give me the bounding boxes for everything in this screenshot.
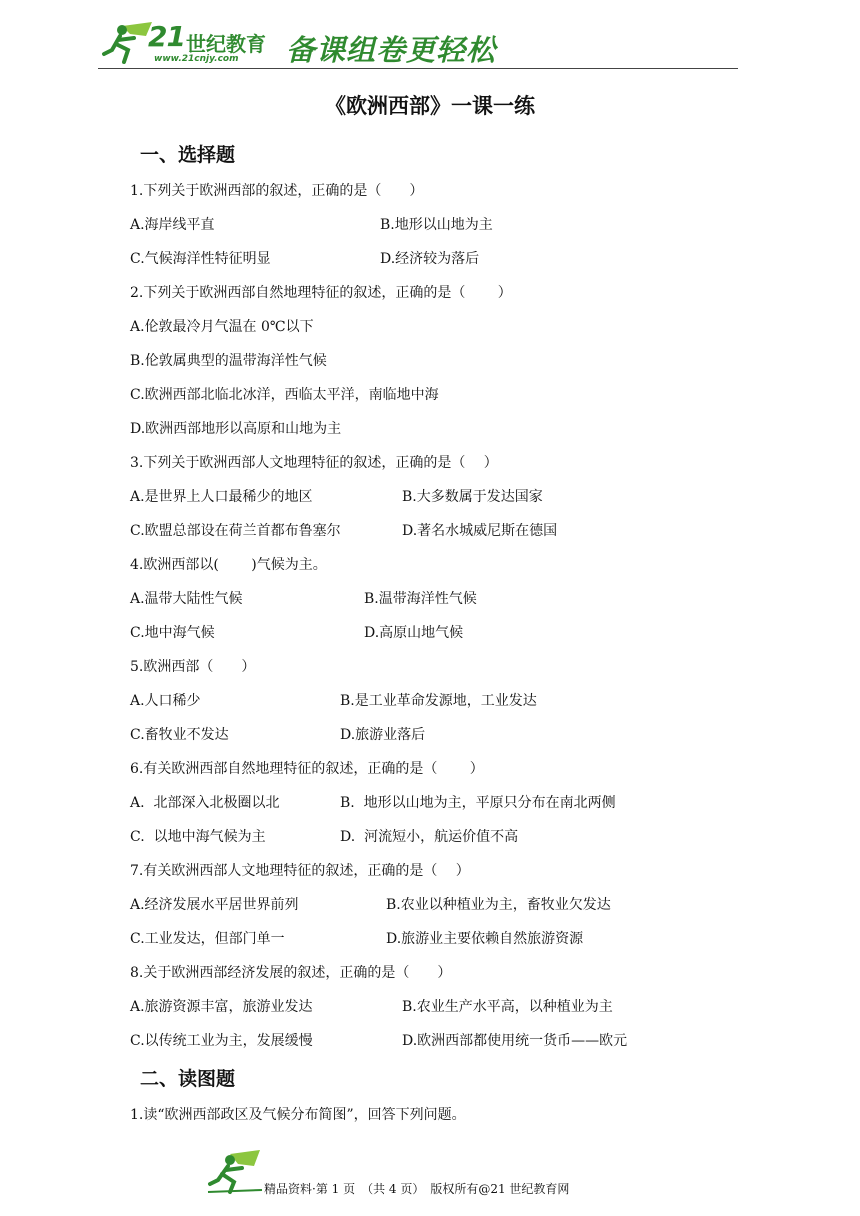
option-d: D.欧洲西部都使用统一货币——欧元 [402,1033,628,1049]
option-b: B. 地形以山地为主，平原只分布在南北两侧 [340,795,616,811]
question-stem: 1.下列关于欧洲西部的叙述，正确的是（ ） [130,183,424,199]
question-stem: 2.下列关于欧洲西部自然地理特征的叙述，正确的是（ ） [130,285,512,301]
option-b: B.伦敦属典型的温带海洋性气候 [130,353,327,369]
option-c: C.工业发达，但部门单一 [130,931,285,947]
option-b: B.是工业革命发源地，工业发达 [340,693,537,709]
slogan: 备课组卷更轻松 [286,33,497,67]
option-a: A.经济发展水平居世界前列 [130,897,299,913]
brand-name: 世纪教育 [186,32,266,56]
option-b: B.农业以种植业为主，畜牧业欠发达 [386,897,611,913]
option-a: A. 北部深入北极圈以北 [130,795,280,811]
page-title: 《欧洲西部》一课一练 [325,93,535,118]
question-stem: 6.有关欧洲西部自然地理特征的叙述，正确的是（ ） [130,761,484,777]
section-heading-choice: 一、选择题 [140,144,236,166]
option-c: C.气候海洋性特征明显 [130,251,271,267]
option-d: D.旅游业落后 [340,727,426,743]
option-b: B.温带海洋性气候 [364,591,477,607]
option-c: C.欧盟总部设在荷兰首都布鲁塞尔 [130,523,341,539]
option-d: D. 河流短小，航运价值不高 [340,829,519,845]
header-divider [98,68,738,69]
option-d: D.旅游业主要依赖自然旅游资源 [386,931,584,947]
section-heading-reading: 二、读图题 [140,1068,236,1090]
brand-url: www.21cnjy.com [154,54,239,64]
reading-question: 1.读“欧洲西部政区及气候分布简图”，回答下列问题。 [130,1107,466,1123]
option-c: C.以传统工业为主，发展缓慢 [130,1033,313,1049]
option-b: B.地形以山地为主 [380,217,493,233]
option-a: A.海岸线平直 [130,217,215,233]
option-d: D.著名水城威尼斯在德国 [402,523,558,539]
option-c: C.欧洲西部北临北冰洋，西临太平洋，南临地中海 [130,387,439,403]
option-a: A.旅游资源丰富，旅游业发达 [130,999,313,1015]
option-d: D.欧洲西部地形以高原和山地为主 [130,421,342,437]
option-a: A.伦敦最冷月气温在 0℃以下 [130,319,314,335]
question-stem: 4.欧洲西部以( )气候为主。 [130,557,327,573]
option-c: C.畜牧业不发达 [130,727,229,743]
option-b: B.农业生产水平高，以种植业为主 [402,999,613,1015]
option-b: B.大多数属于发达国家 [402,489,543,505]
option-a: A.温带大陆性气候 [130,591,243,607]
option-a: A.人口稀少 [130,693,201,709]
option-c: C.地中海气候 [130,625,215,641]
brand-number: 21 [148,20,185,53]
header-banner [98,18,738,70]
option-a: A.是世界上人口最稀少的地区 [130,489,313,505]
question-stem: 3.下列关于欧洲西部人文地理特征的叙述，正确的是（ ） [130,455,498,471]
option-d: D.高原山地气候 [364,625,464,641]
runner-logo-icon [204,1148,266,1196]
option-d: D.经济较为落后 [380,251,480,267]
question-stem: 7.有关欧洲西部人文地理特征的叙述，正确的是（ ） [130,863,470,879]
option-c: C. 以地中海气候为主 [130,829,266,845]
question-stem: 8.关于欧洲西部经济发展的叙述，正确的是（ ） [130,965,452,981]
page-footer: 精品资料·第 1 页 （共 4 页） 版权所有@21 世纪教育网 [264,1182,570,1196]
question-stem: 5.欧洲西部（ ） [130,659,256,675]
